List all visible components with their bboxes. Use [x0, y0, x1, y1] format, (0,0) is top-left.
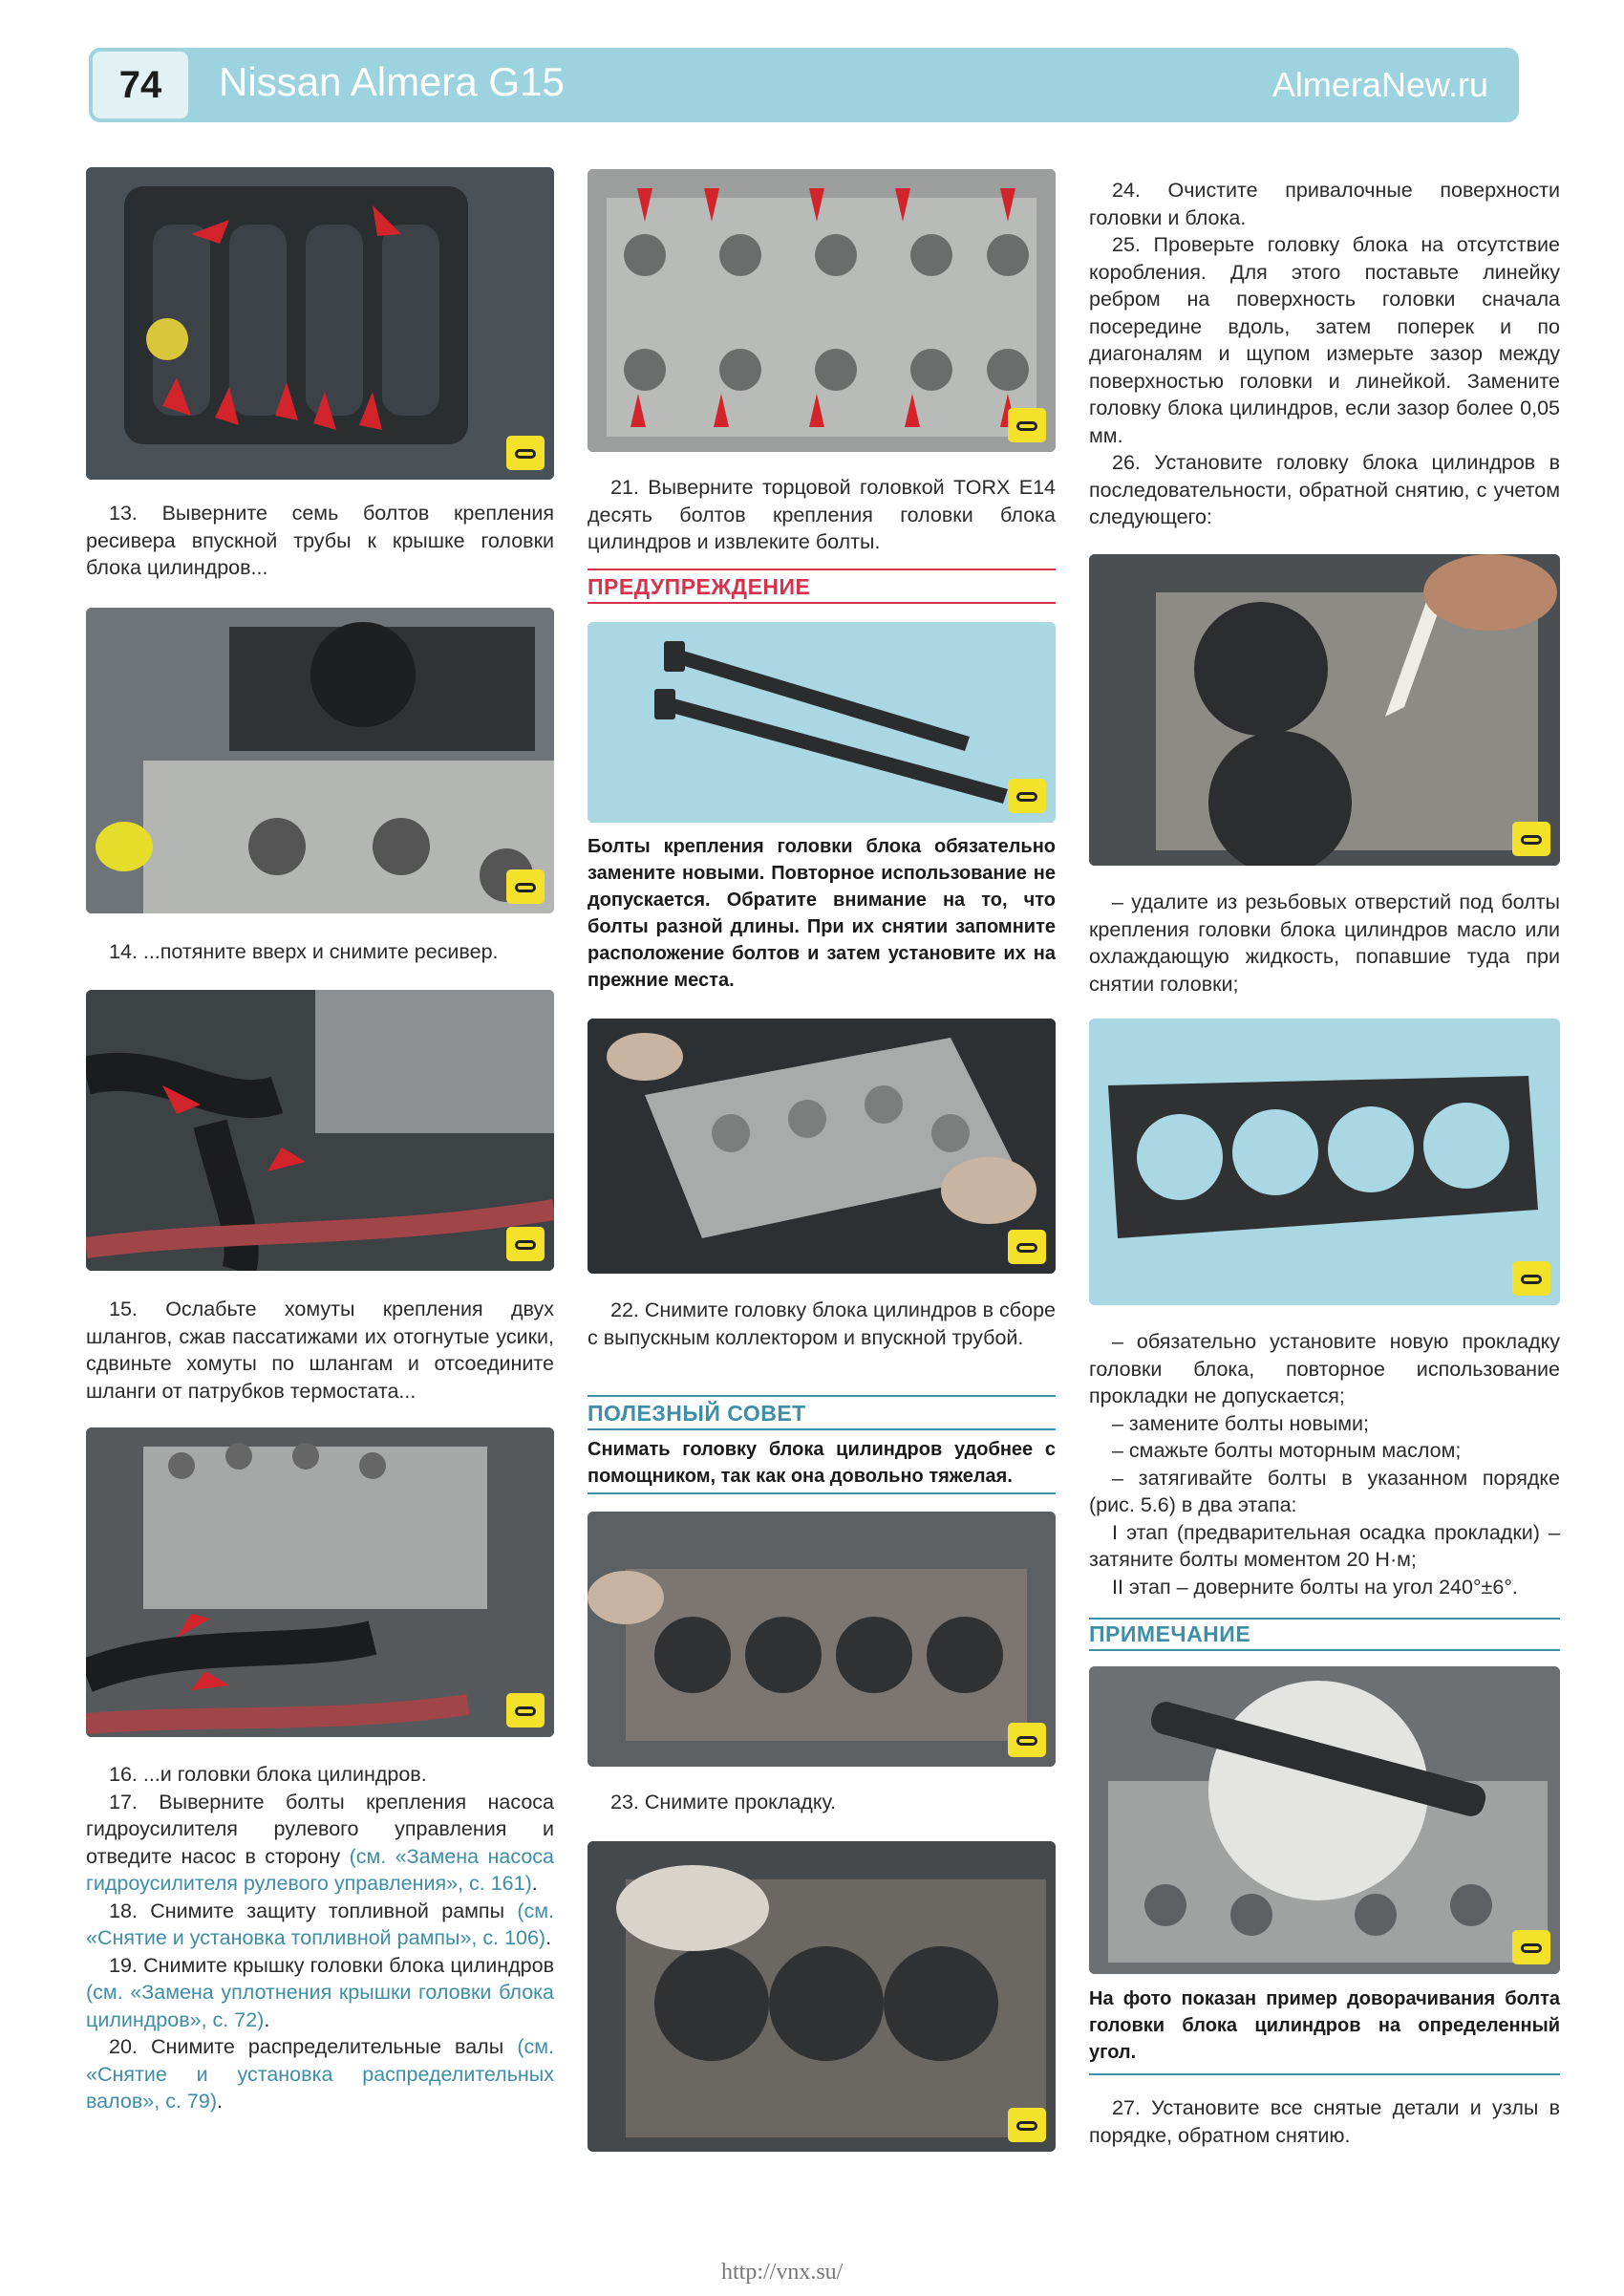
caption-21: 21. Выверните торцовой головкой TORX E14 десять болтов крепления головки блока цилиндров и извлеките болты.: [588, 476, 1056, 553]
photo-badge-icon: [506, 1227, 545, 1261]
caption-15: 15. Ослабьте хомуты крепления двух шлангов, сжав пассатижами их отогнутые усики, сдвиньте хомуты по шлангам и отсоедините шланги от патрубков термостата...: [86, 1298, 554, 1403]
page-header: [89, 48, 1519, 122]
photo-badge-icon: [1512, 822, 1550, 856]
photo-angle-tightening: [1089, 1666, 1560, 1974]
footer-url[interactable]: http://vnx.su/: [721, 2260, 844, 2285]
photo-cleaning-block: [588, 1841, 1056, 2152]
book-title: Nissan Almera G15: [219, 59, 565, 104]
tip-title: ПОЛЕЗНЫЙ СОВЕТ: [588, 1395, 1056, 1430]
ref-link[interactable]: (см. «Замена уплотнения крышки головки блока цилиндров», с. 72): [86, 1981, 554, 2031]
step-27: 27. Установите все снятые детали и узлы в порядке, обратном снятию.: [1089, 2096, 1560, 2147]
tip-divider: [588, 1492, 1056, 1494]
item-gasket: – обязательно установите новую прокладку головки блока, повторное использование прокладки не допускается;: [1089, 1330, 1560, 1407]
photo-badge-icon: [506, 869, 545, 904]
photo-head-bolts: [588, 169, 1056, 452]
step-18: 18. Снимите защиту топливной рампы (см. «Снятие и установка топливной рампы», с. 106).: [86, 1899, 554, 1949]
photo-badge-icon: [1008, 2108, 1046, 2142]
photo-badge-icon: [1008, 779, 1046, 813]
caption-23: 23. Снимите прокладку.: [610, 1791, 837, 1813]
step-26: 26. Установите головку блока цилиндров в последовательности, обратной снятию, с учетом следующего:: [1089, 451, 1560, 528]
note-title: ПРИМЕЧАНИЕ: [1089, 1618, 1560, 1651]
caption-14: 14. ...потяните вверх и снимите ресивер.: [109, 940, 499, 963]
photo-head-removal: [588, 1019, 1056, 1274]
note-divider-bottom: [1089, 2073, 1560, 2075]
step-20: 20. Снимите распределительные валы (см. «Снятие и установка распределительных валов», с. 79).: [86, 2035, 554, 2113]
item-tighten: – затягивайте болты в указанном порядке (рис. 5.6) в два этапа:: [1089, 1466, 1560, 1516]
photo-badge-icon: [1512, 1930, 1550, 1964]
photo-thermostat-hoses: [86, 990, 554, 1271]
photo-badge-icon: [1008, 1723, 1046, 1757]
photo-badge-icon: [506, 1693, 545, 1727]
ref-link[interactable]: (см. «Снятие и установка распределительных валов», с. 79): [86, 2035, 554, 2113]
item-bolts-oil: – смажьте болты моторным маслом;: [1112, 1439, 1462, 1462]
step-25: 25. Проверьте головку блока на отсутствие коробления. Для этого поставьте линейку ребром на поверхность головки сначала посередине вдоль, затем поперек и по диагоналям и щупом измерьте зазор между поверхностью головки и линейкой. Замените головку блока цилиндров, если зазор более 0,05 мм.: [1089, 233, 1560, 447]
warning-title: ПРЕДУПРЕЖДЕНИЕ: [588, 569, 1056, 604]
column3-oil-note: – удалите из резьбовых отверстий под болты крепления головки блока цилиндров масло или охлаждающую жидкость, попавшие туда при снятии головки;: [1089, 891, 1560, 996]
photo-intake-manifold: [86, 167, 554, 480]
photo-head-gasket: [1089, 1019, 1560, 1305]
item-stage1: I этап (предварительная осадка прокладки) – затяните болты моментом 20 Н·м;: [1089, 1520, 1560, 1571]
item-bolts-new: – замените болты новыми;: [1112, 1411, 1369, 1435]
caption-13: 13. Выверните семь болтов крепления ресивера впускной трубы к крышке головки блока цилиндров...: [86, 502, 554, 579]
ref-link[interactable]: (см. «Снятие и установка топливной рампы», с. 106): [86, 1899, 554, 1949]
page-number: 74: [89, 48, 192, 122]
item-stage2: II этап – доверните болты на угол 240°±6°.: [1112, 1575, 1518, 1599]
photo-badge-icon: [506, 436, 545, 470]
step-16: 16. ...и головки блока цилиндров.: [109, 1763, 427, 1786]
photo-badge-icon: [1512, 1261, 1550, 1296]
step-24: 24. Очистите привалочные поверхности головки и блока.: [1089, 179, 1560, 229]
column3-steps-mid: [1089, 1328, 1560, 1600]
step-19: 19. Снимите крышку головки блока цилиндров (см. «Замена уплотнения крышки головки блока цилиндров», с. 72).: [86, 1953, 554, 2031]
photo-receiver-removed: [86, 608, 554, 913]
note-text: На фото показан пример доворачивания болта головки блока цилиндров на определенный угол.: [1089, 1988, 1560, 2063]
warning-text: Болты крепления головки блока обязательно замените новыми. Повторное использование не допускается. Обратите внимание на то, что болты разной длины. При их снятии запомните расположение болтов и затем установите их на прежние места.: [588, 836, 1056, 991]
tip-text: Снимать головку блока цилиндров удобнее с помощником, так как она довольно тяжелая.: [588, 1439, 1056, 1487]
step-17: 17. Выверните болты крепления насоса гидроусилителя рулевого управления и отведите насос в сторону (см. «Замена насоса гидроусилителя рулевого управления», с. 161).: [86, 1790, 554, 1895]
photo-block-bolt-holes: [1089, 554, 1560, 866]
photo-head-bolts-pair: [588, 622, 1056, 823]
photo-cylinder-head-hoses: [86, 1427, 554, 1737]
site-name: AlmeraNew.ru: [1271, 65, 1488, 104]
photo-badge-icon: [1008, 1230, 1046, 1264]
column1-steps: [86, 1761, 554, 2115]
photo-gasket-removal: [588, 1512, 1056, 1767]
column3-steps-top: [1089, 177, 1560, 531]
caption-22: 22. Снимите головку блока цилиндров в сборе с выпускным коллектором и впускной трубой.: [588, 1298, 1056, 1349]
photo-badge-icon: [1008, 408, 1046, 442]
ref-link[interactable]: (см. «Замена насоса гидроусилителя рулевого управления», с. 161): [86, 1844, 554, 1895]
